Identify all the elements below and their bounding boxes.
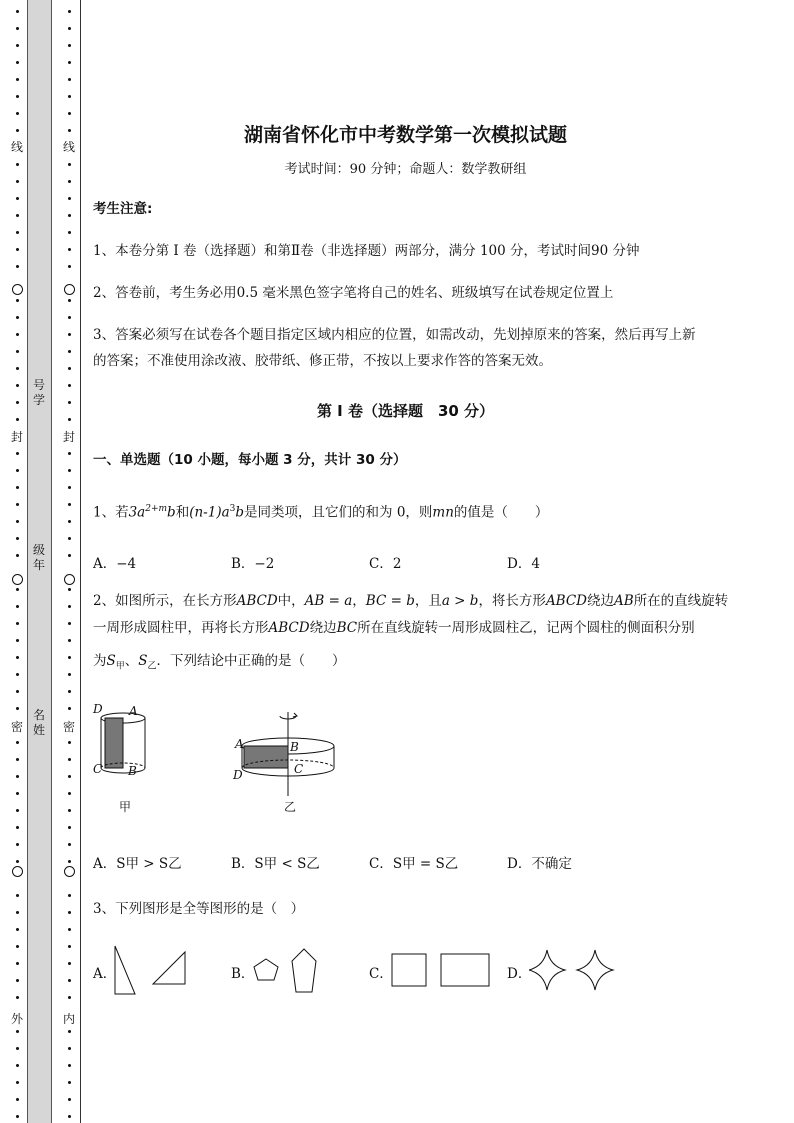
q1-option-b: B．−2 (231, 556, 275, 572)
margin-dot (16, 792, 19, 795)
margin-dot (68, 180, 71, 183)
margin-dot (68, 61, 71, 64)
margin-dot (68, 996, 71, 999)
margin-dot (16, 214, 19, 217)
margin-dot (68, 214, 71, 217)
q3-option-c: C． (369, 966, 393, 982)
margin-dot (68, 401, 71, 404)
margin-dot (16, 928, 19, 931)
outer-circle-mark-2 (12, 574, 23, 585)
margin-dot (16, 537, 19, 540)
margin-dot (68, 418, 71, 421)
margin-dot (68, 707, 71, 710)
q2-option-b: B．S甲 < S乙 (231, 856, 320, 872)
margin-dot (68, 928, 71, 931)
margin-dot (68, 588, 71, 591)
margin-dot (16, 758, 19, 761)
margin-dot (16, 367, 19, 370)
notice-heading: 考生注意: (93, 201, 153, 217)
q1-option-a: A．−4 (93, 556, 137, 572)
margin-dot (16, 197, 19, 200)
margin-dot (68, 690, 71, 693)
margin-dot (68, 163, 71, 166)
margin-dot (16, 945, 19, 948)
q2-option-a: A．S甲 > S乙 (93, 856, 182, 872)
margin-dot (68, 894, 71, 897)
notice-item-2: 2、答卷前，考生务必用0.5 毫米黑色签字笔将自己的姓名、班级填写在试卷规定位置上 (93, 285, 614, 301)
q1-option-d: D．4 (507, 556, 540, 572)
margin-dot (16, 384, 19, 387)
outer-dot-column (8, 0, 28, 1123)
fig-label-c: C (93, 762, 103, 776)
margin-dot (16, 741, 19, 744)
margin-dot (68, 469, 71, 472)
q3-option-a: A． (93, 966, 117, 982)
margin-dot (68, 10, 71, 13)
margin-dot (16, 826, 19, 829)
margin-dot (68, 265, 71, 268)
pentagons-figure (251, 944, 321, 996)
margin-dot (68, 44, 71, 47)
page-title: 湖南省怀化市中考数学第一次模拟试题 (243, 124, 567, 146)
q2-option-d: D．不确定 (507, 856, 572, 872)
margin-dot (68, 605, 71, 608)
margin-dot (68, 656, 71, 659)
fig-caption-yi: 乙 (284, 800, 297, 814)
margin-dot (68, 809, 71, 812)
outer-label-4: 外 (10, 1012, 23, 1026)
name-label: 名姓 (33, 708, 46, 737)
fig-label-d: D (93, 702, 103, 716)
q2-option-c: C．S甲 = S乙 (369, 856, 459, 872)
margin-dot (68, 316, 71, 319)
margin-dot (68, 911, 71, 914)
margin-dot (16, 622, 19, 625)
margin-dot (68, 27, 71, 30)
margin-dot (68, 1047, 71, 1050)
margin-dot (16, 129, 19, 132)
question-2-line-3: 为$S_甲$、$S_乙$．下列结论中正确的是（ ） (93, 653, 346, 672)
margin-dot (16, 469, 19, 472)
margin-dot (68, 1098, 71, 1101)
margin-dot (68, 78, 71, 81)
four-point-stars-figure (529, 948, 615, 992)
margin-dot (16, 452, 19, 455)
margin-dot (16, 61, 19, 64)
margin-dot (68, 112, 71, 115)
margin-dot (68, 826, 71, 829)
margin-dot (68, 452, 71, 455)
question-3-stem: 3、下列图形是全等图形的是（ ） (93, 901, 305, 917)
inner-label-3: 密 (62, 720, 75, 734)
margin-dot (68, 248, 71, 251)
margin-dot (68, 520, 71, 523)
margin-dot (68, 639, 71, 642)
inner-circle-mark-3 (64, 866, 75, 877)
margin-dot (16, 775, 19, 778)
margin-dot (68, 129, 71, 132)
margin-dot (16, 1098, 19, 1101)
margin-dot (16, 1047, 19, 1050)
margin-dot (68, 367, 71, 370)
margin-dot (16, 503, 19, 506)
margin-dot (16, 860, 19, 863)
margin-dot (68, 231, 71, 234)
margin-rule (80, 0, 81, 1123)
fig-label-b: B (128, 764, 137, 778)
margin-dot (16, 401, 19, 404)
margin-dot (16, 605, 19, 608)
margin-dot (68, 843, 71, 846)
margin-dot (68, 95, 71, 98)
part-heading: 一、单选题（10 小题，每小题 3 分，共计 30 分） (93, 452, 407, 468)
inner-dot-column (60, 0, 80, 1123)
margin-dot (16, 418, 19, 421)
margin-dot (16, 962, 19, 965)
margin-dot (68, 673, 71, 676)
q3-option-d: D． (507, 966, 532, 982)
inner-circle-mark-1 (64, 284, 75, 295)
margin-dot (16, 588, 19, 591)
margin-dot (68, 741, 71, 744)
question-1-stem: 1、若$3a^{2+m}b$和$(n-1)a^3b$是同类项，且它们的和为 0，则mn的值是（ ） (93, 504, 549, 521)
margin-dot (68, 1081, 71, 1084)
outer-circle-mark-3 (12, 866, 23, 877)
margin-dot (16, 231, 19, 234)
question-2-line-1: 2、如图所示，在长方形ABCD中，AB = a，BC = b，且a > b，将长方形ABCD绕边AB所在的直线旋转 (93, 593, 729, 609)
q1-option-c: C．2 (369, 556, 402, 572)
margin-dot (68, 554, 71, 557)
margin-dot (68, 197, 71, 200)
margin-dot (16, 316, 19, 319)
rectangles-figure (389, 952, 493, 988)
fig-caption-jia: 甲 (119, 800, 132, 814)
margin-dot (68, 333, 71, 336)
margin-dot (68, 622, 71, 625)
margin-dot (68, 962, 71, 965)
margin-dot (16, 707, 19, 710)
question-2-line-2: 一周形成圆柱甲，再将长方形ABCD绕边BC所在直线旋转一周形成圆柱乙，记两个圆柱的侧面积分别 (93, 620, 695, 636)
margin-dot (68, 384, 71, 387)
section-title: 第 I 卷（选择题 30 分） (316, 402, 495, 420)
margin-dot (68, 945, 71, 948)
margin-dot (16, 1064, 19, 1067)
outer-label-1: 线 (10, 140, 23, 154)
margin-dot (16, 979, 19, 982)
outer-label-2: 封 (10, 430, 23, 444)
margin-dot (68, 1030, 71, 1033)
margin-dot (16, 27, 19, 30)
margin-dot (16, 299, 19, 302)
margin-dot (16, 248, 19, 251)
inner-label-4: 内 (62, 1012, 75, 1026)
margin-dot (16, 554, 19, 557)
margin-dot (16, 639, 19, 642)
notice-item-3-cont: 的答案；不准使用涂改液、胶带纸、修正带，不按以上要求作答的答案无效。 (93, 353, 552, 369)
margin-dot (16, 333, 19, 336)
fig2-label-b: B (290, 740, 299, 754)
right-triangles-figure (113, 942, 188, 998)
margin-dot (16, 163, 19, 166)
margin-dot (16, 894, 19, 897)
margin-dot (16, 486, 19, 489)
margin-dot (16, 520, 19, 523)
margin-dot (16, 10, 19, 13)
margin-dot (68, 775, 71, 778)
fig2-label-a: A (235, 737, 244, 751)
fig2-label-c: C (294, 762, 304, 776)
margin-dot (16, 911, 19, 914)
margin-dot (16, 95, 19, 98)
margin-dot (16, 809, 19, 812)
margin-dot (16, 112, 19, 115)
margin-dot (68, 979, 71, 982)
margin-dot (68, 758, 71, 761)
fig-label-a: A (129, 704, 138, 718)
notice-item-1: 1、本卷分第 I 卷（选择题）和第Ⅱ卷（非选择题）两部分，满分 100 分，考试时间90 分钟 (93, 243, 640, 259)
margin-dot (68, 792, 71, 795)
margin-dot (16, 44, 19, 47)
margin-dot (16, 1115, 19, 1118)
margin-dot (68, 503, 71, 506)
exam-subtitle: 考试时间：90 分钟；命题人：数学教研组 (284, 162, 527, 177)
grade-label: 级年 (33, 543, 46, 572)
margin-dot (68, 299, 71, 302)
margin-dot (68, 537, 71, 540)
margin-dot (68, 860, 71, 863)
outer-circle-mark-1 (12, 284, 23, 295)
fig2-label-d: D (233, 768, 243, 782)
margin-dot (16, 673, 19, 676)
margin-dot (16, 265, 19, 268)
notice-item-3: 3、答案必须写在试卷各个题目指定区域内相应的位置，如需改动，先划掉原来的答案，然后再写上新 (93, 327, 696, 343)
margin-dot (16, 656, 19, 659)
margin-dot (16, 690, 19, 693)
margin-dot (68, 1115, 71, 1118)
inner-label-1: 线 (62, 140, 75, 154)
margin-dot (16, 1030, 19, 1033)
margin-dot (16, 996, 19, 999)
margin-dot (16, 78, 19, 81)
margin-dot (68, 486, 71, 489)
outer-label-3: 密 (10, 720, 23, 734)
inner-label-2: 封 (62, 430, 75, 444)
q3-option-b: B． (231, 966, 255, 982)
margin-dot (16, 1081, 19, 1084)
inner-circle-mark-2 (64, 574, 75, 585)
margin-dot (68, 350, 71, 353)
margin-dot (16, 843, 19, 846)
margin-dot (16, 180, 19, 183)
margin-dot (16, 350, 19, 353)
exam-number-label: 号学 (33, 378, 46, 407)
margin-dot (68, 1064, 71, 1067)
